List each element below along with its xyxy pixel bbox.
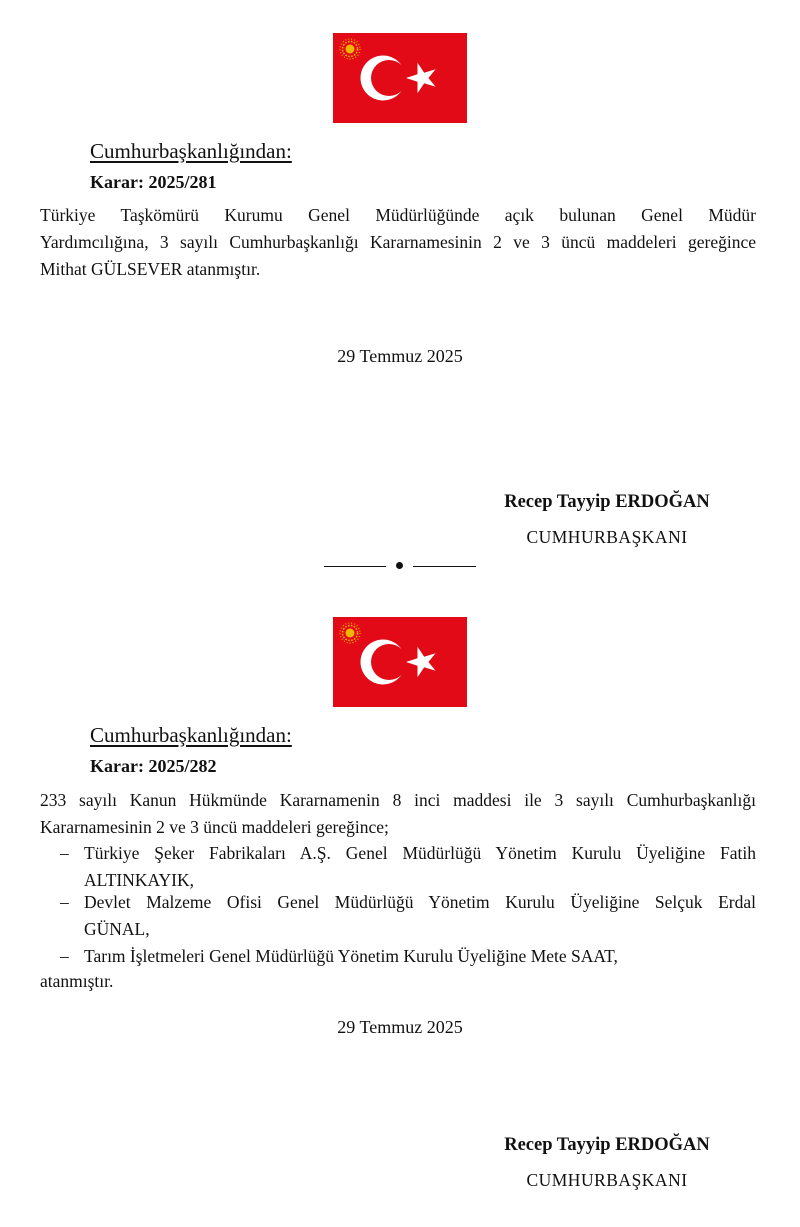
presidential-flag-icon (333, 617, 467, 707)
decision-intro (40, 787, 756, 841)
decision-date: 29 Temmuz 2025 (337, 346, 463, 366)
body-line: Kararnamesinin 2 ve 3 üncü maddeleri gereğince; (40, 817, 389, 837)
separator-dot (396, 562, 403, 569)
list-item-text (84, 840, 756, 894)
separator-line-right (413, 566, 476, 567)
signer-name: Recep Tayyip ERDOĞAN (504, 492, 710, 512)
list-item-text (84, 889, 756, 943)
signer-title: CUMHURBAŞKANI (526, 1170, 688, 1190)
list-item-line: ALTINKAYIK, (84, 870, 195, 890)
list-item-line: Türkiye Şeker Fabrikaları A.Ş. Genel Müdürlüğü Yönetim Kurulu Üyeliğine Fatih (84, 843, 756, 863)
authority-heading: Cumhurbaşkanlığından: (90, 723, 292, 747)
decision-number: Karar: 2025/282 (90, 756, 217, 776)
body-line: 233 sayılı Kanun Hükmünde Kararnamenin 8 inci maddesi ile 3 sayılı Cumhurbaşkanlığı (40, 790, 756, 810)
list-item-line: GÜNAL, (84, 919, 150, 939)
list-item-line: Tarım İşletmeleri Genel Müdürlüğü Yönetim Kurulu Üyeliğine Mete SAAT, (84, 946, 618, 966)
signer-title: CUMHURBAŞKANI (526, 527, 688, 547)
list-item (40, 840, 756, 894)
list-item (40, 889, 756, 943)
authority-heading: Cumhurbaşkanlığından: (90, 139, 292, 163)
flag-svg (333, 617, 467, 707)
list-item-text (84, 943, 756, 970)
body-line: Mithat GÜLSEVER atanmıştır. (40, 259, 261, 279)
signer-name: Recep Tayyip ERDOĞAN (504, 1135, 710, 1155)
list-item (40, 943, 756, 970)
decision-closing: atanmıştır. (40, 971, 114, 991)
list-item-line: Devlet Malzeme Ofisi Genel Müdürlüğü Yönetim Kurulu Üyeliğine Selçuk Erdal (84, 892, 756, 912)
presidential-flag-icon (333, 33, 467, 123)
decision-date: 29 Temmuz 2025 (337, 1017, 463, 1037)
decision-body (40, 202, 756, 283)
body-line: Türkiye Taşkömürü Kurumu Genel Müdürlüğünde açık bulunan Genel Müdür (40, 205, 756, 225)
list-dash: – (60, 946, 69, 966)
flag-svg (333, 33, 467, 123)
body-line: Yardımcılığına, 3 sayılı Cumhurbaşkanlığı Kararnamesinin 2 ve 3 üncü maddeleri gereğince (40, 232, 756, 252)
decision-number: Karar: 2025/281 (90, 172, 217, 192)
list-dash: – (60, 892, 69, 912)
list-dash: – (60, 843, 69, 863)
separator-line-left (324, 566, 386, 567)
